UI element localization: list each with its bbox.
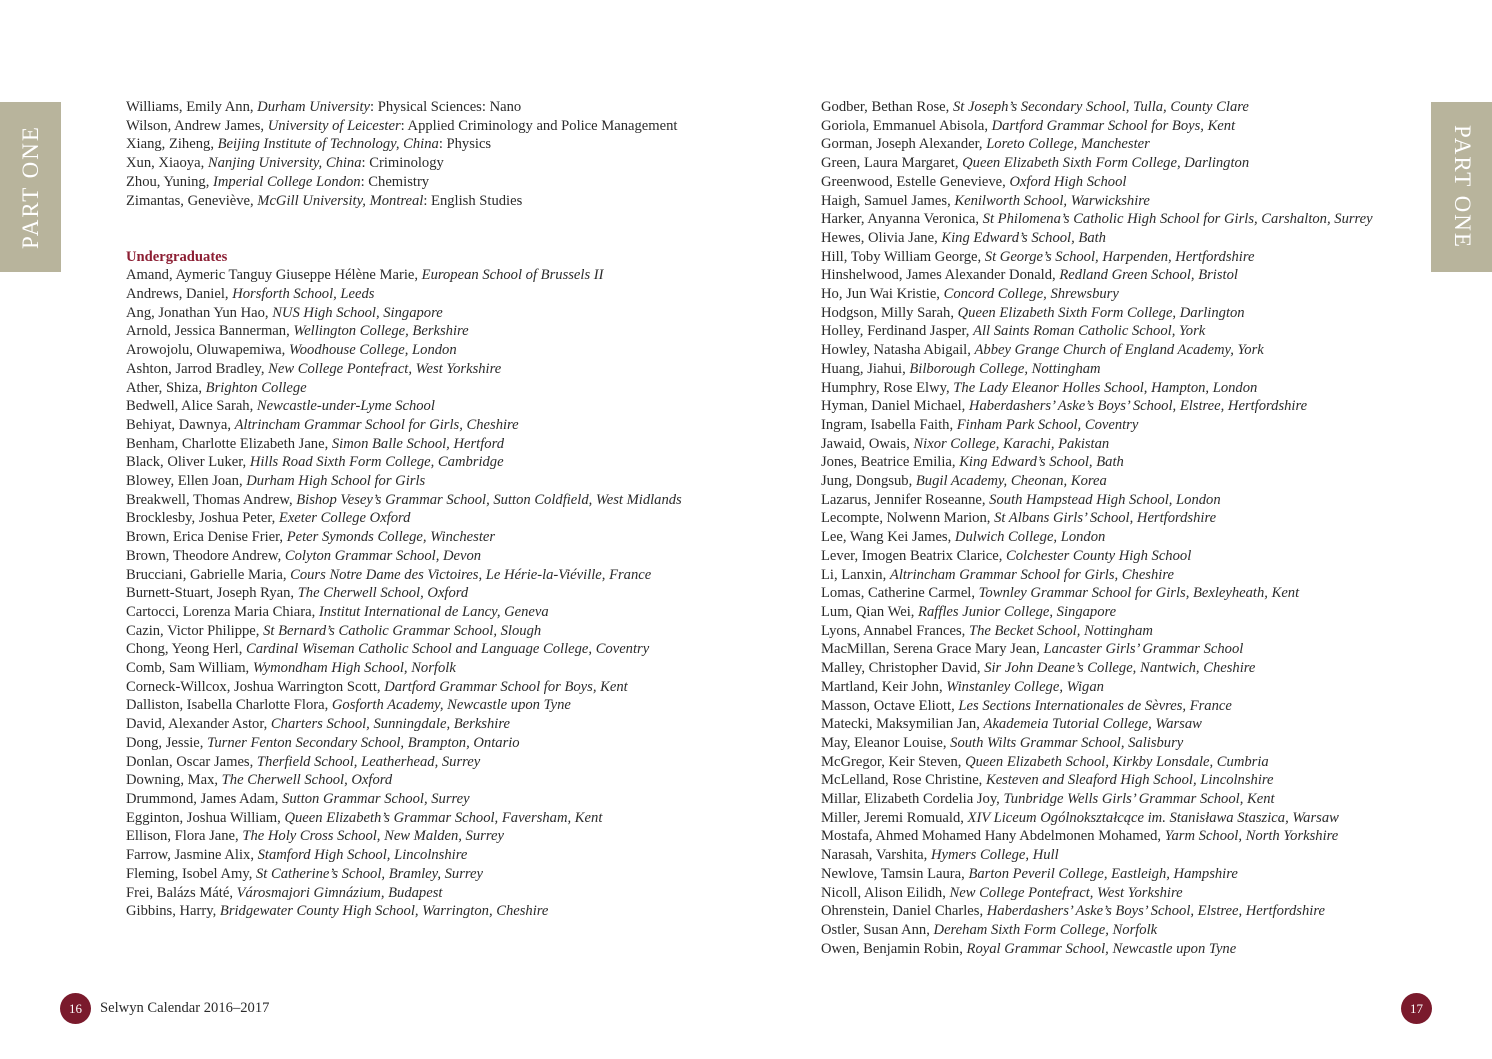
entry-name: Green, Laura Margaret bbox=[821, 155, 955, 172]
entry-name: McLelland, Rose Christine bbox=[821, 772, 979, 789]
entry-name: Dalliston, Isabella Charlotte Flora bbox=[126, 697, 325, 714]
entry-name: Xun, Xiaoya bbox=[126, 155, 201, 172]
entry-name: Jawaid, Owais bbox=[821, 435, 907, 452]
entry-school: The Becket School, Nottingham bbox=[968, 622, 1153, 639]
entry-school: Barton Peveril College, Eastleigh, Hampshire bbox=[968, 865, 1238, 882]
entry-name: Hodgson, Milly Sarah bbox=[821, 304, 951, 321]
list-item: Downing, Max, The Cherwell School, Oxford bbox=[126, 772, 393, 789]
entry-name: Owen, Benjamin Robin bbox=[821, 940, 960, 957]
entry-school: Kenilworth School, Warwickshire bbox=[954, 192, 1150, 209]
entry-institution: Imperial College London bbox=[213, 173, 361, 190]
entry-name: Downing, Max bbox=[126, 772, 215, 789]
entry-name: Lomas, Catherine Carmel bbox=[821, 585, 972, 602]
entry-name: McGregor, Keir Steven bbox=[821, 753, 958, 770]
list-item: Lever, Imogen Beatrix Clarice, Colchester County High School bbox=[821, 547, 1192, 564]
entry-name: Haigh, Samuel James bbox=[821, 192, 948, 209]
right-column bbox=[821, 98, 1401, 958]
list-item: Harker, Anyanna Veronica, St Philomena’s Catholic High School for Girls, Carshalton, Surrey bbox=[821, 211, 1373, 228]
list-item: Andrews, Daniel, Horsforth School, Leeds bbox=[126, 286, 375, 303]
list-item: Jones, Beatrice Emilia, King Edward’s School, Bath bbox=[821, 454, 1124, 471]
list-item: Martland, Keir John, Winstanley College, Wigan bbox=[821, 678, 1104, 695]
entry-name: Miller, Jeremi Romuald bbox=[821, 809, 961, 826]
entry-name: Dong, Jessie bbox=[126, 734, 200, 751]
entry-school: Charters School, Sunningdale, Berkshire bbox=[270, 716, 510, 733]
entry-name: Wilson, Andrew James bbox=[126, 117, 261, 134]
list-item: McGregor, Keir Steven, Queen Elizabeth School, Kirkby Lonsdale, Cumbria bbox=[821, 753, 1269, 770]
list-item: Frei, Balázs Máté, Városmajori Gimnázium, Budapest bbox=[126, 884, 443, 901]
list-item: Owen, Benjamin Robin, Royal Grammar School, Newcastle upon Tyne bbox=[821, 940, 1237, 957]
entry-name: Ostler, Susan Ann bbox=[821, 921, 927, 938]
entry-name: Goriola, Emmanuel Abisola bbox=[821, 117, 985, 134]
list-item: Hinshelwood, James Alexander Donald, Redland Green School, Bristol bbox=[821, 267, 1238, 284]
entry-name: Arnold, Jessica Bannerman bbox=[126, 323, 287, 340]
list-item: Xiang, Ziheng, Beijing Institute of Technology, China: Physics bbox=[126, 136, 492, 153]
list-item: Chong, Yeong Herl, Cardinal Wiseman Catholic School and Language College, Coventry bbox=[126, 641, 650, 658]
list-item: Benham, Charlotte Elizabeth Jane, Simon Balle School, Hertford bbox=[126, 435, 505, 452]
entry-name: Ellison, Flora Jane bbox=[126, 828, 236, 845]
entry-institution: Nanjing University, China bbox=[207, 155, 362, 172]
entry-school: Queen Elizabeth Sixth Form College, Darlington bbox=[962, 155, 1250, 172]
entry-school: Sutton Grammar School, Surrey bbox=[282, 791, 470, 807]
list-item: Arowojolu, Oluwapemiwa, Woodhouse College, London bbox=[126, 342, 457, 359]
entry-name: Ingram, Isabella Faith bbox=[821, 416, 950, 433]
list-item: Matecki, Maksymilian Jan, Akademeia Tutorial College, Warsaw bbox=[821, 716, 1202, 733]
entry-subject: Criminology bbox=[369, 155, 444, 172]
entry-name: Ho, Jun Wai Kristie bbox=[821, 286, 937, 303]
list-item: Zhou, Yuning, Imperial College London: Chemistry bbox=[126, 173, 430, 190]
entry-school: The Cherwell School, Oxford bbox=[221, 772, 393, 789]
list-item: Farrow, Jasmine Alix, Stamford High School, Lincolnshire bbox=[126, 847, 468, 864]
entry-name: Blowey, Ellen Joan bbox=[126, 473, 239, 490]
entry-school: Newcastle-under-Lyme School bbox=[256, 398, 435, 415]
entry-school: Lancaster Girls’ Grammar School bbox=[1043, 641, 1244, 658]
list-item: Arnold, Jessica Bannerman, Wellington College, Berkshire bbox=[126, 323, 469, 340]
entry-name: Hewes, Olivia Jane bbox=[821, 229, 935, 246]
list-item: Hyman, Daniel Michael, Haberdashers’ Aske’s Boys’ School, Elstree, Hertfordshire bbox=[821, 398, 1308, 415]
entry-school: Abbey Grange Church of England Academy, York bbox=[974, 342, 1264, 359]
entry-school: Bishop Vesey’s Grammar School, Sutton Coldfield, West Midlands bbox=[296, 491, 682, 508]
entry-school: Townley Grammar School for Girls, Bexleyheath, Kent bbox=[978, 585, 1300, 602]
list-item: Lazarus, Jennifer Roseanne, South Hampstead High School, London bbox=[821, 491, 1221, 508]
list-item: Holley, Ferdinand Jasper, All Saints Roman Catholic School, York bbox=[821, 323, 1206, 340]
list-item: Zimantas, Geneviève, McGill University, Montreal: English Studies bbox=[126, 192, 523, 209]
list-item: MacMillan, Serena Grace Mary Jean, Lancaster Girls’ Grammar School bbox=[821, 641, 1244, 658]
entry-school: Raffles Junior College, Singapore bbox=[918, 603, 1117, 620]
entry-name: Harker, Anyanna Veronica bbox=[821, 211, 976, 228]
page-number-left bbox=[60, 993, 91, 1024]
entry-institution: Beijing Institute of Technology, China bbox=[217, 136, 439, 153]
entry-name: Gibbins, Harry bbox=[126, 903, 213, 920]
entry-school: Royal Grammar School, Newcastle upon Tyne bbox=[966, 940, 1237, 957]
entry-school: Dartford Grammar School for Boys, Kent bbox=[991, 117, 1236, 134]
entry-school: Sir John Deane’s College, Nantwich, Cheshire bbox=[984, 660, 1256, 677]
list-item: Lecompte, Nolwenn Marion, St Albans Girls’ School, Hertfordshire bbox=[821, 510, 1217, 527]
list-item: Brucciani, Gabrielle Maria, Cours Notre Dame des Victoires, Le Hérie-la-Viéville, France bbox=[126, 566, 652, 583]
entry-school: Akademeia Tutorial College, Warsaw bbox=[983, 716, 1202, 733]
entry-name: Lum, Qian Wei bbox=[821, 603, 911, 620]
entry-school: Redland Green School, Bristol bbox=[1059, 267, 1238, 284]
list-item: Narasah, Varshita, Hymers College, Hull bbox=[821, 847, 1059, 864]
list-item: Lomas, Catherine Carmel, Townley Grammar School for Girls, Bexleyheath, Kent bbox=[821, 585, 1300, 602]
entry-subject: Physical Sciences: Nano bbox=[377, 99, 522, 115]
entry-school: Exeter College Oxford bbox=[278, 510, 411, 527]
list-item: Ellison, Flora Jane, The Holy Cross School, New Malden, Surrey bbox=[126, 828, 504, 845]
list-item: Jung, Dongsub, Bugil Academy, Cheonan, Korea bbox=[821, 473, 1107, 490]
entry-school: Colyton Grammar School, Devon bbox=[284, 547, 482, 564]
entry-name: Chong, Yeong Herl bbox=[126, 641, 239, 658]
list-item: Behiyat, Dawnya, Altrincham Grammar School for Girls, Cheshire bbox=[126, 416, 519, 433]
entry-name: Xiang, Ziheng bbox=[126, 136, 211, 153]
entry-school: St Joseph’s Secondary School, Tulla, County Clare bbox=[952, 99, 1249, 115]
list-item: Goriola, Emmanuel Abisola, Dartford Grammar School for Boys, Kent bbox=[821, 117, 1236, 134]
entry-name: Lee, Wang Kei James bbox=[821, 529, 948, 546]
entry-school: Finham Park School, Coventry bbox=[956, 416, 1139, 433]
list-item: Dalliston, Isabella Charlotte Flora, Gosforth Academy, Newcastle upon Tyne bbox=[126, 697, 571, 714]
entry-school: Oxford High School bbox=[1009, 173, 1127, 190]
entry-school: Cardinal Wiseman Catholic School and Language College, Coventry bbox=[246, 641, 650, 658]
entry-school: Wellington College, Berkshire bbox=[293, 323, 469, 340]
entry-school: XIV Liceum Ogólnokształcące im. Stanisława Staszica, Warsaw bbox=[967, 809, 1339, 826]
list-item: Williams, Emily Ann, Durham University: Physical Sciences: Nano bbox=[126, 99, 522, 115]
entry-school: All Saints Roman Catholic School, York bbox=[973, 323, 1206, 340]
entry-school: Stamford High School, Lincolnshire bbox=[257, 847, 468, 864]
list-item: Blowey, Ellen Joan, Durham High School for Girls bbox=[126, 473, 426, 490]
part-one-tab-left bbox=[0, 102, 61, 272]
entry-school: Hymers College, Hull bbox=[930, 847, 1059, 864]
entry-school: Wymondham High School, Norfolk bbox=[252, 660, 456, 677]
entry-school: Peter Symonds College, Winchester bbox=[286, 529, 496, 546]
entry-school: Haberdashers’ Aske’s Boys’ School, Elstree, Hertfordshire bbox=[968, 398, 1308, 415]
list-item: Masson, Octave Eliott, Les Sections Internationales de Sèvres, France bbox=[821, 697, 1232, 714]
part-one-tab-right bbox=[1431, 102, 1492, 272]
list-item: Li, Lanxin, Altrincham Grammar School for Girls, Cheshire bbox=[821, 566, 1174, 583]
entry-school: Tunbridge Wells Girls’ Grammar School, Kent bbox=[1003, 791, 1275, 808]
entry-school: Haberdashers’ Aske’s Boys’ School, Elstree, Hertfordshire bbox=[986, 903, 1325, 920]
entry-school: New College Pontefract, West Yorkshire bbox=[949, 884, 1183, 901]
list-item: Lyons, Annabel Frances, The Becket School, Nottingham bbox=[821, 622, 1153, 639]
entry-school: The Lady Eleanor Holles School, Hampton, London bbox=[953, 379, 1258, 396]
list-item: Amand, Aymeric Tanguy Giuseppe Hélène Marie, European School of Brussels II bbox=[126, 267, 604, 284]
entry-name: David, Alexander Astor bbox=[126, 716, 264, 733]
entry-name: Hill, Toby William George bbox=[821, 248, 978, 265]
entry-name: Newlove, Tamsin Laura bbox=[821, 865, 962, 882]
entry-name: Fleming, Isobel Amy bbox=[126, 865, 249, 882]
entry-institution: University of Leicester bbox=[267, 117, 401, 134]
entry-school: Dereham Sixth Form College, Norfolk bbox=[933, 921, 1158, 938]
entry-school: St Bernard’s Catholic Grammar School, Slough bbox=[263, 622, 542, 639]
entry-school: Durham High School for Girls bbox=[246, 473, 426, 490]
entry-school: Dartford Grammar School for Boys, Kent bbox=[384, 678, 628, 695]
entry-name: Black, Oliver Luker bbox=[126, 454, 243, 471]
entry-school: St George’s School, Harpenden, Hertfordshire bbox=[984, 248, 1255, 265]
entry-name: Narasah, Varshita bbox=[821, 847, 924, 864]
entry-institution: Durham University bbox=[257, 99, 370, 115]
entry-school: Yarm School, North Yorkshire bbox=[1164, 828, 1339, 845]
entry-name: Millar, Elizabeth Cordelia Joy bbox=[821, 791, 997, 808]
list-item: Howley, Natasha Abigail, Abbey Grange Church of England Academy, York bbox=[821, 342, 1264, 359]
list-item: Ostler, Susan Ann, Dereham Sixth Form College, Norfolk bbox=[821, 921, 1158, 938]
list-item: Black, Oliver Luker, Hills Road Sixth Form College, Cambridge bbox=[126, 454, 504, 471]
entry-school: St Albans Girls’ School, Hertfordshire bbox=[994, 510, 1217, 527]
entry-school: Loreto College, Manchester bbox=[986, 136, 1150, 153]
list-item: Fleming, Isobel Amy, St Catherine’s School, Bramley, Surrey bbox=[126, 865, 483, 882]
list-item: Drummond, James Adam, Sutton Grammar School, Surrey bbox=[126, 791, 470, 807]
page-number-right bbox=[1401, 993, 1432, 1024]
entry-school: Altrincham Grammar School for Girls, Cheshire bbox=[234, 416, 519, 433]
list-item: Hill, Toby William George, St George’s School, Harpenden, Hertfordshire bbox=[821, 248, 1255, 265]
entry-school: Queen Elizabeth’s Grammar School, Faversham, Kent bbox=[284, 809, 603, 826]
list-item: Jawaid, Owais, Nixor College, Karachi, Pakistan bbox=[821, 435, 1110, 452]
entry-school: Concord College, Shrewsbury bbox=[943, 286, 1119, 303]
list-item: Gorman, Joseph Alexander, Loreto College, Manchester bbox=[821, 136, 1150, 153]
entry-school: Winstanley College, Wigan bbox=[946, 678, 1104, 695]
list-item: Miller, Jeremi Romuald, XIV Liceum Ogólnokształcące im. Stanisława Staszica, Warsaw bbox=[821, 809, 1339, 826]
entry-school: Bugil Academy, Cheonan, Korea bbox=[915, 473, 1107, 490]
entry-name: Greenwood, Estelle Genevieve bbox=[821, 173, 1003, 190]
list-item: Corneck-Willcox, Joshua Warrington Scott, Dartford Grammar School for Boys, Kent bbox=[126, 678, 628, 695]
entry-name: Ohrenstein, Daniel Charles bbox=[821, 903, 980, 920]
undergraduate-list-right bbox=[821, 98, 1401, 958]
entry-name: Ashton, Jarrod Bradley bbox=[126, 360, 261, 377]
entry-school: Dulwich College, London bbox=[954, 529, 1106, 546]
list-item: Burnett-Stuart, Joseph Ryan, The Cherwell School, Oxford bbox=[126, 585, 469, 602]
entry-name: Ang, Jonathan Yun Hao bbox=[126, 304, 265, 321]
entry-school: South Wilts Grammar School, Salisbury bbox=[950, 734, 1184, 751]
entry-name: MacMillan, Serena Grace Mary Jean bbox=[821, 641, 1037, 658]
list-item: Egginton, Joshua William, Queen Elizabeth’s Grammar School, Faversham, Kent bbox=[126, 809, 603, 826]
entry-name: Li, Lanxin bbox=[821, 566, 883, 583]
footer-title: Selwyn Calendar 2016–2017 bbox=[100, 1000, 270, 1016]
entry-name: Burnett-Stuart, Joseph Ryan bbox=[126, 585, 291, 602]
entry-name: Drummond, James Adam bbox=[126, 791, 275, 807]
entry-school: The Cherwell School, Oxford bbox=[297, 585, 469, 602]
entry-name: Jung, Dongsub bbox=[821, 473, 909, 490]
entry-name: Amand, Aymeric Tanguy Giuseppe Hélène Marie bbox=[126, 267, 415, 284]
entry-school: St Catherine’s School, Bramley, Surrey bbox=[256, 865, 483, 882]
entry-name: Mostafa, Ahmed Mohamed Hany Abdelmonen Mohamed bbox=[821, 828, 1158, 845]
list-item: Ashton, Jarrod Bradley, New College Pontefract, West Yorkshire bbox=[126, 360, 502, 377]
entry-school: St Philomena’s Catholic High School for Girls, Carshalton, Surrey bbox=[982, 211, 1373, 228]
list-item: Bedwell, Alice Sarah, Newcastle-under-Lyme School bbox=[126, 398, 435, 415]
entry-name: Howley, Natasha Abigail bbox=[821, 342, 968, 359]
list-item: Lum, Qian Wei, Raffles Junior College, Singapore bbox=[821, 603, 1117, 620]
entry-school: European School of Brussels II bbox=[421, 267, 604, 284]
entry-school: Turner Fenton Secondary School, Brampton, Ontario bbox=[207, 734, 520, 751]
list-item: Ingram, Isabella Faith, Finham Park School, Coventry bbox=[821, 416, 1139, 433]
list-item: McLelland, Rose Christine, Kesteven and Sleaford High School, Lincolnshire bbox=[821, 772, 1274, 789]
entry-school: Bridgewater County High School, Warrington, Cheshire bbox=[219, 903, 549, 920]
page-number-right-text: 17 bbox=[1410, 1000, 1423, 1016]
list-item: May, Eleanor Louise, South Wilts Grammar School, Salisbury bbox=[821, 734, 1184, 751]
list-item: Gibbins, Harry, Bridgewater County High School, Warrington, Cheshire bbox=[126, 903, 549, 920]
undergraduates-heading: Undergraduates bbox=[126, 248, 228, 265]
list-item: Malley, Christopher David, Sir John Deane’s College, Nantwich, Cheshire bbox=[821, 660, 1256, 677]
list-item: Haigh, Samuel James, Kenilworth School, Warwickshire bbox=[821, 192, 1150, 209]
list-item: Nicoll, Alison Eilidh, New College Pontefract, West Yorkshire bbox=[821, 884, 1183, 901]
entry-school: Queen Elizabeth School, Kirkby Lonsdale, Cumbria bbox=[965, 753, 1269, 770]
entry-name: Huang, Jiahui bbox=[821, 360, 903, 377]
entry-name: Brucciani, Gabrielle Maria bbox=[126, 566, 283, 583]
entry-name: Jones, Beatrice Emilia bbox=[821, 454, 952, 471]
entry-subject: Physics bbox=[446, 136, 492, 153]
list-item: Comb, Sam William, Wymondham High School, Norfolk bbox=[126, 660, 456, 677]
list-item: Dong, Jessie, Turner Fenton Secondary School, Brampton, Ontario bbox=[126, 734, 520, 751]
postgraduate-list-end bbox=[126, 98, 686, 210]
list-item: Mostafa, Ahmed Mohamed Hany Abdelmonen Mohamed, Yarm School, North Yorkshire bbox=[821, 828, 1339, 845]
undergraduate-list-left bbox=[126, 266, 686, 921]
entry-school: Kesteven and Sleaford High School, Lincolnshire bbox=[985, 772, 1274, 789]
entry-name: Donlan, Oscar James bbox=[126, 753, 250, 770]
entry-name: Williams, Emily Ann bbox=[126, 99, 250, 115]
list-item: Ather, Shiza, Brighton College bbox=[126, 379, 307, 396]
entry-school: Les Sections Internationales de Sèvres, France bbox=[958, 697, 1232, 714]
entry-name: Corneck-Willcox, Joshua Warrington Scott bbox=[126, 678, 377, 695]
entry-name: Lever, Imogen Beatrix Clarice bbox=[821, 547, 999, 564]
list-item: Xun, Xiaoya, Nanjing University, China: Criminology bbox=[126, 155, 444, 172]
entry-name: Cartocci, Lorenza Maria Chiara bbox=[126, 603, 312, 620]
list-item: Ang, Jonathan Yun Hao, NUS High School, Singapore bbox=[126, 304, 443, 321]
list-item: Hewes, Olivia Jane, King Edward’s School, Bath bbox=[821, 229, 1106, 246]
entry-school: King Edward’s School, Bath bbox=[941, 229, 1106, 246]
entry-name: Hinshelwood, James Alexander Donald bbox=[821, 267, 1053, 284]
entry-name: Malley, Christopher David bbox=[821, 660, 977, 677]
entry-name: Andrews, Daniel bbox=[126, 286, 225, 303]
entry-school: Institut International de Lancy, Geneva bbox=[318, 603, 549, 620]
list-item: Newlove, Tamsin Laura, Barton Peveril College, Eastleigh, Hampshire bbox=[821, 865, 1238, 882]
entry-name: Farrow, Jasmine Alix bbox=[126, 847, 251, 864]
entry-name: Gorman, Joseph Alexander bbox=[821, 136, 979, 153]
list-item: Wilson, Andrew James, University of Leicester: Applied Criminology and Police Management bbox=[126, 117, 678, 134]
entry-school: Bilborough College, Nottingham bbox=[909, 360, 1101, 377]
entry-name: Cazin, Victor Philippe bbox=[126, 622, 256, 639]
list-item: Ho, Jun Wai Kristie, Concord College, Shrewsbury bbox=[821, 286, 1119, 303]
entry-name: Lecompte, Nolwenn Marion bbox=[821, 510, 987, 527]
entry-name: May, Eleanor Louise bbox=[821, 734, 943, 751]
entry-name: Comb, Sam William bbox=[126, 660, 246, 677]
list-item: Godber, Bethan Rose, St Joseph’s Secondary School, Tulla, County Clare bbox=[821, 99, 1249, 115]
list-item: Breakwell, Thomas Andrew, Bishop Vesey’s Grammar School, Sutton Coldfield, West Midlands bbox=[126, 491, 682, 508]
entry-name: Hyman, Daniel Michael bbox=[821, 398, 962, 415]
entry-name: Holley, Ferdinand Jasper bbox=[821, 323, 966, 340]
entry-school: Városmajori Gimnázium, Budapest bbox=[236, 884, 443, 901]
entry-name: Brown, Theodore Andrew bbox=[126, 547, 278, 564]
entry-school: NUS High School, Singapore bbox=[272, 304, 443, 321]
list-item: Cazin, Victor Philippe, St Bernard’s Catholic Grammar School, Slough bbox=[126, 622, 542, 639]
entry-school: Hills Road Sixth Form College, Cambridge bbox=[249, 454, 504, 471]
entry-school: Cours Notre Dame des Victoires, Le Hérie-la-Viéville, France bbox=[290, 566, 652, 583]
entry-subject: Applied Criminology and Police Management bbox=[407, 117, 678, 134]
entry-name: Brown, Erica Denise Frier bbox=[126, 529, 280, 546]
entry-name: Behiyat, Dawnya bbox=[126, 416, 228, 433]
list-item: Cartocci, Lorenza Maria Chiara, Institut International de Lancy, Geneva bbox=[126, 603, 549, 620]
entry-school: Woodhouse College, London bbox=[288, 342, 457, 359]
list-item: David, Alexander Astor, Charters School, Sunningdale, Berkshire bbox=[126, 716, 510, 733]
entry-school: Horsforth School, Leeds bbox=[232, 286, 375, 303]
section-gap bbox=[126, 210, 686, 247]
entry-name: Arowojolu, Oluwapemiwa bbox=[126, 342, 282, 359]
entry-name: Zhou, Yuning bbox=[126, 173, 206, 190]
entry-name: Frei, Balázs Máté bbox=[126, 884, 230, 901]
entry-school: King Edward’s School, Bath bbox=[959, 454, 1124, 471]
entry-school: Gosforth Academy, Newcastle upon Tyne bbox=[331, 697, 571, 714]
entry-school: Colchester County High School bbox=[1006, 547, 1192, 564]
list-item: Huang, Jiahui, Bilborough College, Nottingham bbox=[821, 360, 1101, 377]
list-item: Brocklesby, Joshua Peter, Exeter College Oxford bbox=[126, 510, 411, 527]
entry-name: Matecki, Maksymilian Jan bbox=[821, 716, 977, 733]
entry-school: New College Pontefract, West Yorkshire bbox=[268, 360, 502, 377]
entry-name: Nicoll, Alison Eilidh bbox=[821, 884, 943, 901]
entry-name: Bedwell, Alice Sarah bbox=[126, 398, 250, 415]
entry-name: Ather, Shiza bbox=[126, 379, 199, 396]
entry-name: Lyons, Annabel Frances bbox=[821, 622, 962, 639]
list-item: Lee, Wang Kei James, Dulwich College, London bbox=[821, 529, 1106, 546]
entry-school: Simon Balle School, Hertford bbox=[331, 435, 505, 452]
entry-school: Queen Elizabeth Sixth Form College, Darlington bbox=[957, 304, 1245, 321]
list-item: Millar, Elizabeth Cordelia Joy, Tunbridge Wells Girls’ Grammar School, Kent bbox=[821, 791, 1275, 808]
list-item: Donlan, Oscar James, Therfield School, Leatherhead, Surrey bbox=[126, 753, 481, 770]
entry-name: Masson, Octave Eliott bbox=[821, 697, 952, 714]
entry-subject: English Studies bbox=[431, 192, 523, 209]
entry-school: Therfield School, Leatherhead, Surrey bbox=[256, 753, 481, 770]
entry-school: South Hampstead High School, London bbox=[989, 491, 1221, 508]
list-item: Hodgson, Milly Sarah, Queen Elizabeth Sixth Form College, Darlington bbox=[821, 304, 1245, 321]
entry-name: Breakwell, Thomas Andrew bbox=[126, 491, 289, 508]
entry-name: Lazarus, Jennifer Roseanne bbox=[821, 491, 982, 508]
entry-school: The Holy Cross School, New Malden, Surrey bbox=[242, 828, 504, 845]
entry-institution: McGill University, Montreal bbox=[257, 192, 424, 209]
left-column bbox=[126, 98, 686, 921]
page-number-left-text: 16 bbox=[69, 1000, 82, 1016]
entry-name: Godber, Bethan Rose bbox=[821, 99, 946, 115]
list-item: Humphry, Rose Elwy, The Lady Eleanor Holles School, Hampton, London bbox=[821, 379, 1258, 396]
entry-name: Zimantas, Geneviève bbox=[126, 192, 250, 209]
list-item: Greenwood, Estelle Genevieve, Oxford High School bbox=[821, 173, 1127, 190]
part-one-label-right: PART ONE bbox=[1449, 125, 1475, 249]
entry-school: Brighton College bbox=[205, 379, 307, 396]
list-item: Ohrenstein, Daniel Charles, Haberdashers’ Aske’s Boys’ School, Elstree, Hertfordshire bbox=[821, 903, 1325, 920]
entry-school: Altrincham Grammar School for Girls, Cheshire bbox=[889, 566, 1174, 583]
entry-school: Nixor College, Karachi, Pakistan bbox=[913, 435, 1110, 452]
list-item: Green, Laura Margaret, Queen Elizabeth Sixth Form College, Darlington bbox=[821, 155, 1250, 172]
list-item: Brown, Erica Denise Frier, Peter Symonds College, Winchester bbox=[126, 529, 496, 546]
entry-subject: Chemistry bbox=[368, 173, 430, 190]
list-item: Brown, Theodore Andrew, Colyton Grammar School, Devon bbox=[126, 547, 482, 564]
entry-name: Martland, Keir John bbox=[821, 678, 939, 695]
entry-name: Benham, Charlotte Elizabeth Jane bbox=[126, 435, 325, 452]
entry-name: Brocklesby, Joshua Peter bbox=[126, 510, 272, 527]
entry-name: Humphry, Rose Elwy bbox=[821, 379, 946, 396]
part-one-label-left: PART ONE bbox=[17, 125, 43, 249]
entry-name: Egginton, Joshua William bbox=[126, 809, 278, 826]
